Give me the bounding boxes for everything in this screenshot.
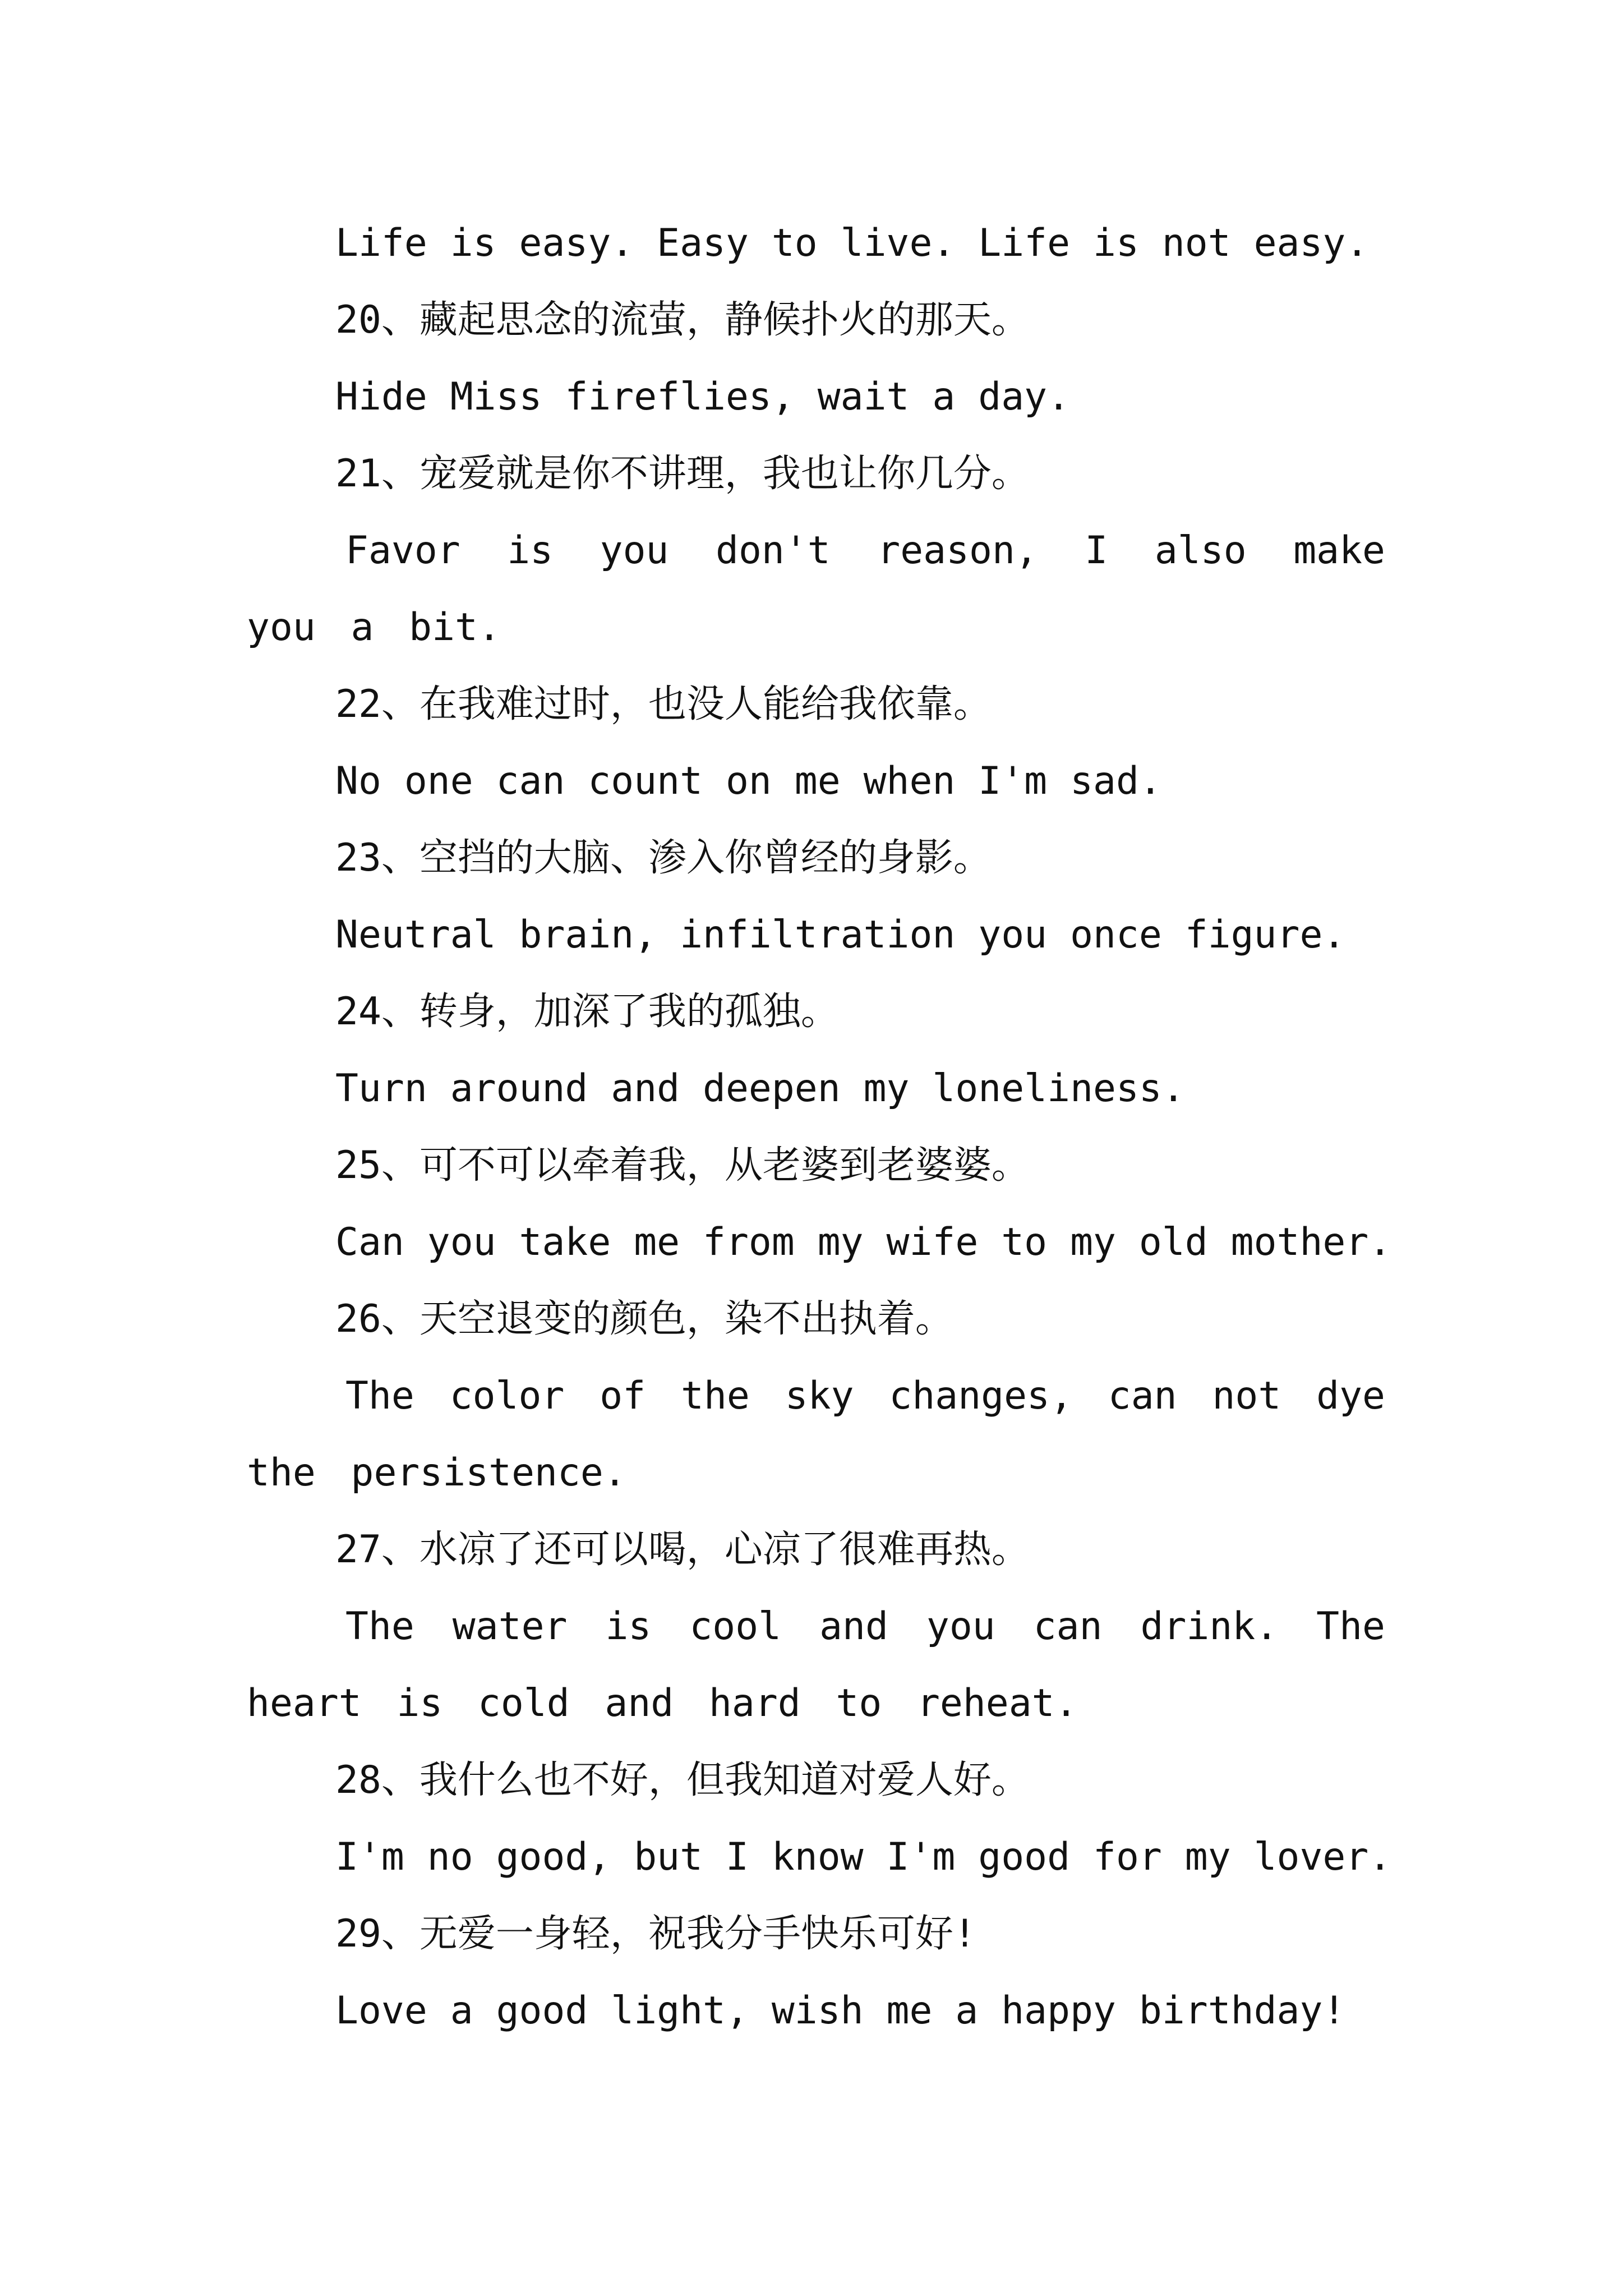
quote-zh-20: 20、藏起思念的流萤，静候扑火的那天。 [335,298,1030,342]
quote-zh-29: 29、无爱一身轻，祝我分手快乐可好! [335,1912,976,1956]
quote-en-29: Love a good light, wish me a happy birthday! [335,1989,1346,2033]
document-body [247,205,1392,2049]
quote-en-21: Favor is you don't reason, I also make you a bit. [247,528,1385,650]
quote-zh-28: 28、我什么也不好，但我知道对爱人好。 [335,1758,1030,1802]
quote-zh-21: 21、宠爱就是你不讲理，我也让你几分。 [335,452,1030,496]
quote-en-22: No one can count on me when I'm sad. [335,759,1162,803]
quote-en-24: Turn around and deepen my loneliness. [335,1066,1185,1111]
text-line: Life is easy. Easy to live. Life is not easy. [335,221,1369,265]
quote-zh-25: 25、可不可以牵着我，从老婆到老婆婆。 [335,1143,1030,1188]
quote-zh-23: 23、空挡的大脑、渗入你曾经的身影。 [335,836,992,880]
quote-zh-26: 26、天空退变的颜色，染不出执着。 [335,1297,953,1341]
quote-zh-27: 27、水凉了还可以喝，心凉了很难再热。 [335,1527,1030,1572]
quote-en-26: The color of the sky changes, can not dye the persistence. [247,1374,1385,1495]
quote-zh-22: 22、在我难过时，也没人能给我依靠。 [335,682,992,726]
quote-en-25: Can you take me from my wife to my old mother. [335,1220,1392,1264]
quote-en-23: Neutral brain, infiltration you once figure. [335,913,1346,957]
quote-zh-24: 24、转身，加深了我的孤独。 [335,990,839,1034]
quote-en-28: I'm no good, but I know I'm good for my lover. [335,1835,1392,1879]
quote-en-27: The water is cool and you can drink. The heart is cold and hard to reheat. [247,1604,1385,1726]
quote-en-20: Hide Miss fireflies, wait a day. [335,375,1071,419]
